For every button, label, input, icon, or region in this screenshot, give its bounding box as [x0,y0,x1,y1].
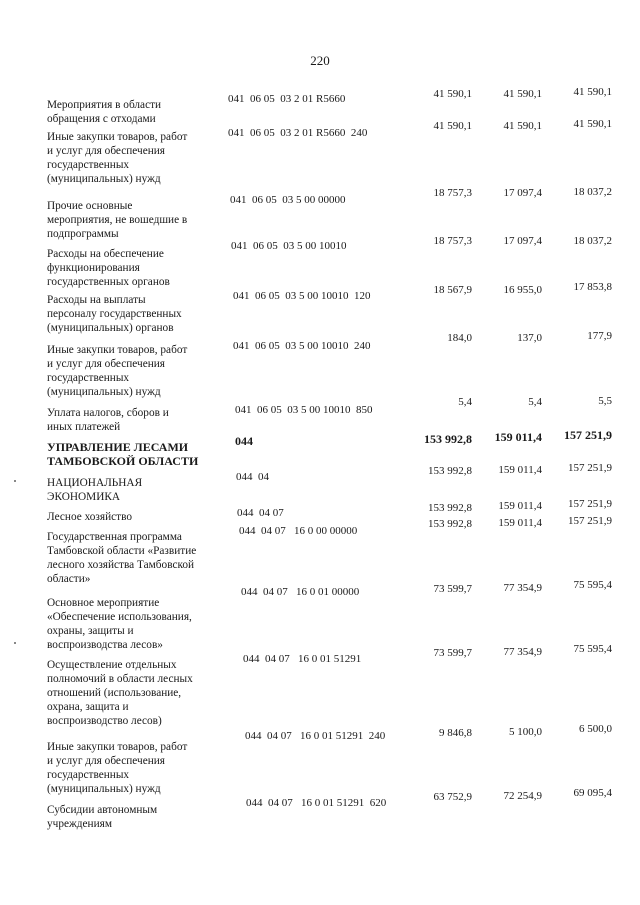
value-year-2: 159 011,4 [498,464,542,476]
value-year-1: 73 599,7 [433,647,472,659]
row-code: 044 [235,434,253,448]
value-year-3: 18 037,2 [573,235,612,247]
row-name: Осуществление отдельных полномочий в области лесных отношений (использование, охрана, защита и воспроизводство лесов) [47,659,193,727]
row-name: Расходы на выплаты персоналу государственных (муниципальных) органов [47,294,182,334]
value-year-2: 16 955,0 [503,284,542,296]
value-year-3: 17 853,8 [573,281,612,293]
row-code: 044 04 07 [237,507,284,519]
value-year-2: 5,4 [528,396,542,408]
row-code: 041 06 05 03 2 01 R5660 [228,93,346,105]
value-year-1: 18 567,9 [433,284,472,296]
row-name: УПРАВЛЕНИЕ ЛЕСАМИ ТАМБОВСКОЙ ОБЛАСТИ [47,440,199,468]
row-name: Уплата налогов, сборов и иных платежей [47,407,169,433]
value-year-2: 17 097,4 [503,187,542,199]
scan-speck [14,480,16,482]
row-code: 044 04 07 16 0 01 51291 [243,653,362,665]
value-year-2: 72 254,9 [503,790,542,802]
row-code: 041 06 05 03 5 00 10010 850 [235,404,373,416]
row-name: Иные закупки товаров, работ и услуг для обеспечения государственных (муниципальных) нужд [47,344,188,398]
table-row [0,186,640,240]
row-name: Государственная программа Тамбовской области «Развитие лесного хозяйства Тамбовской области» [47,531,197,585]
value-year-1: 153 992,8 [424,432,472,446]
value-year-1: 73 599,7 [433,583,472,595]
value-year-1: 41 590,1 [433,88,472,100]
value-year-1: 153 992,8 [428,502,472,514]
row-code: 041 06 05 03 2 01 R5660 240 [228,127,368,139]
value-year-3: 75 595,4 [573,579,612,591]
value-year-3: 18 037,2 [573,186,612,198]
row-code: 041 06 05 03 5 00 10010 [231,240,347,252]
row-name: Расходы на обеспечение функционирования государственных органов [47,248,170,288]
value-year-3: 157 251,9 [568,498,612,510]
value-year-2: 41 590,1 [503,120,542,132]
table-row [0,395,640,433]
row-code: 044 04 07 16 0 01 51291 240 [245,730,386,742]
row-code: 041 06 05 03 5 00 10010 240 [233,340,371,352]
value-year-2: 159 011,4 [498,517,542,529]
value-year-1: 63 752,9 [433,791,472,803]
table-row [0,579,640,651]
value-year-2: 77 354,9 [503,582,542,594]
value-year-3: 69 095,4 [573,787,612,799]
value-year-2: 41 590,1 [503,88,542,100]
scan-speck [14,642,16,644]
value-year-1: 153 992,8 [428,518,472,530]
value-year-1: 5,4 [458,396,472,408]
page-number: 220 [310,53,330,68]
value-year-3: 157 251,9 [564,428,612,442]
value-year-1: 9 846,8 [439,727,472,739]
table-row [0,330,640,398]
table-row [0,643,640,727]
value-year-3: 157 251,9 [568,462,612,474]
value-year-3: 5,5 [598,395,612,407]
row-name: Иные закупки товаров, работ и услуг для обеспечения государственных (муниципальных) нужд [47,741,188,795]
table-row [0,462,640,503]
table-row [0,281,640,334]
table-row [0,787,640,830]
value-year-1: 184,0 [447,332,472,344]
value-year-3: 6 500,0 [579,723,612,735]
value-year-1: 18 757,3 [433,235,472,247]
value-year-3: 41 590,1 [573,118,612,130]
row-name: Мероприятия в области обращения с отходами [47,99,162,125]
table-row [0,86,640,125]
value-year-2: 5 100,0 [509,726,542,738]
row-code: 044 04 07 16 0 00 00000 [239,525,358,537]
table-row [0,428,640,468]
row-name: Иные закупки товаров, работ и услуг для обеспечения государственных (муниципальных) нужд [47,131,188,185]
value-year-1: 153 992,8 [428,465,472,477]
row-code: 041 06 05 03 5 00 00000 [230,194,346,206]
value-year-2: 159 011,4 [498,500,542,512]
value-year-3: 41 590,1 [573,86,612,98]
value-year-2: 17 097,4 [503,235,542,247]
value-year-1: 18 757,3 [433,187,472,199]
value-year-2: 137,0 [517,332,542,344]
row-name: Лесное хозяйство [47,511,132,523]
table-row [0,118,640,185]
row-name: Субсидии автономным учреждениям [47,804,158,830]
row-code: 044 04 07 16 0 01 51291 620 [246,797,387,809]
row-name: НАЦИОНАЛЬНАЯ ЭКОНОМИКА [47,477,143,503]
row-code: 044 04 [236,471,269,483]
value-year-3: 157 251,9 [568,515,612,527]
row-code: 041 06 05 03 5 00 10010 120 [233,290,371,302]
row-code: 044 04 07 16 0 01 00000 [241,586,360,598]
value-year-3: 75 595,4 [573,643,612,655]
value-year-1: 41 590,1 [433,120,472,132]
row-name: Основное мероприятие «Обеспечение использования, охраны, защиты и воспроизводства лесов» [47,597,192,651]
row-name: Прочие основные мероприятия, не вошедшие в подпрограммы [47,200,188,240]
value-year-2: 159 011,4 [494,430,542,444]
value-year-3: 177,9 [587,330,612,342]
value-year-2: 77 354,9 [503,646,542,658]
